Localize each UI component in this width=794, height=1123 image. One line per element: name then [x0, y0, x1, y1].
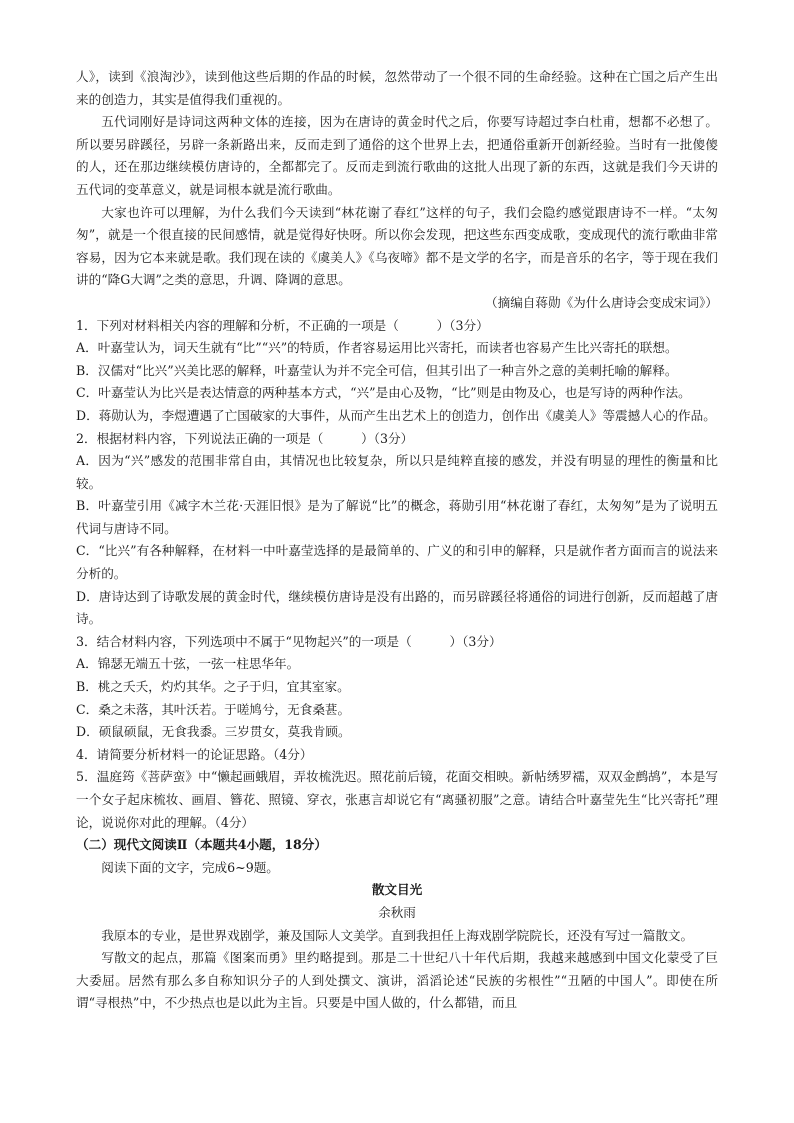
paragraph: 我原本的专业，是世界戏剧学，兼及国际人文美学。直到我担任上海戏剧学院院长，还没有写过一篇散文。 — [101, 927, 694, 943]
option-1d: D．蒋勋认为，李煜遭遇了亡国破家的大事件，从而产生出艺术上的创造力，创作出《虞美人》等震撼人心的作品。 — [76, 407, 716, 423]
paragraph: 人》，读到《浪淘沙》，读到他这些后期的作品的时候，忽然带动了一个很不同的生命经验。这种在亡国之后产生出来的创造力，其实是值得我们重视的。 — [76, 69, 718, 107]
option-2a: A．因为“兴”感发的范围非常自由，其情况也比较复杂，所以只是纯粹直接的感发，并没有明显的理性的衡量和比较。 — [76, 453, 718, 491]
option-1b: B．汉儒对“比兴”兴美比恶的解释，叶嘉莹认为并不完全可信，但其引出了一种言外之意的美刺托喻的解释。 — [76, 362, 678, 378]
option-2b: B．叶嘉莹引用《减字木兰花·天涯旧恨》是为了解说“比”的概念，蒋勋引用“林花谢了春红，太匆匆”是为了说明五代词与唐诗不同。 — [76, 498, 718, 536]
article-title: 散文目光 — [371, 882, 423, 898]
option-3d: D．硕鼠硕鼠，无食我黍。三岁贯女，莫我肯顾。 — [76, 724, 351, 740]
option-1a: A．叶嘉莹认为，词天生就有“比”“兴”的特质，作者容易运用比兴寄托，而读者也容易产生比兴寄托的联想。 — [76, 340, 678, 356]
option-3c: C．桑之未落，其叶沃若。于嗟鸠兮，无食桑葚。 — [76, 701, 351, 717]
paragraph: 五代词刚好是诗词这两种文体的连接，因为在唐诗的黄金时代之后，你要写诗超过李白杜甫，想都不必想了。所以要另辟蹊径，另辟一条新路出来，反而走到了通俗的这个世界上去，把通俗重新开创新经验。当时有一批傻傻的人，还在那边继续模仿唐诗的，全都都完了。反而走到流行歌曲的这批人出现了新的东西，这就是我们今天讲的五代词的变革意义，就是词根本就是流行歌曲。 — [76, 114, 718, 197]
option-3b: B．桃之夭夭，灼灼其华。之子于归，宜其室家。 — [76, 679, 350, 695]
question-4: 4．请简要分析材料一的论证思路。（4分） — [76, 746, 313, 762]
instruction: 阅读下面的文字，完成6~9题。 — [101, 859, 279, 875]
question-1: 1．下列对材料相关内容的理解和分析，不正确的一项是（ ）（3分） — [76, 317, 489, 333]
paragraph: 大家也许可以理解，为什么我们今天读到“林花谢了春红”这样的句子，我们会隐约感觉跟唐诗不一样。“太匆匆”，就是一个很直接的民间感情，就是觉得好快呀。所以你会发现，把这些东西变成歌，变成现代的流行歌曲非常容易，因为它本来就是歌。我们现在读的《虞美人》《乌夜啼》都不是文学的名字，而是音乐的名字，等于现在我们讲的“降G大调”之类的意思，升调、降调的意思。 — [76, 204, 718, 288]
document-page — [76, 66, 718, 1015]
question-2: 2．根据材料内容，下列说法正确的一项是（ ）（3分） — [76, 430, 414, 446]
source-citation: （摘编自蒋勋《为什么唐诗会变成宋词》） — [485, 294, 718, 310]
option-3a: A．锦瑟无端五十弦，一弦一柱思华年。 — [76, 656, 300, 672]
article-author: 余秋雨 — [378, 904, 416, 920]
question-5: 5．温庭筠《菩萨蛮》中“懒起画蛾眉，弄妆梳洗迟。照花前后镜，花面交相映。新帖绣罗襦，双双金鹧鸪”，本是写一个女子起床梳妆、画眉、簪花、照镜、穿衣，张惠言却说它有“离骚初服”之意。请结合叶嘉莹先生“比兴寄托”理论，说说你对此的理解。（4分） — [76, 769, 718, 830]
section-heading: （二）现代文阅读Ⅱ（本题共4小题，18分） — [76, 837, 327, 853]
option-2d: D．唐诗达到了诗歌发展的黄金时代，继续模仿唐诗是没有出路的，而另辟蹊径将通俗的词进行创新，反而超越了唐诗。 — [76, 588, 718, 627]
paragraph: 写散文的起点，那篇《图案而勇》里约略提到。那是二十世纪八十年代后期，我越来越感到中国文化蒙受了巨大委屈。居然有那么多自称知识分子的人到处撰文、演讲，滔滔论述“民族的劣根性”“丑陋的中国人”。即使在所谓“寻根热”中，不少热点也是以此为主旨。只要是中国人做的，什么都错，而且 — [76, 950, 718, 1011]
question-3: 3．结合材料内容，下列选项中不属于“见物起兴”的一项是（ ）（3分） — [76, 633, 502, 649]
option-2c: C．“比兴”有各种解释，在材料一中叶嘉莹选择的是最简单的、广义的和引申的解释，只是就作者方面而言的说法来分析的。 — [76, 543, 718, 582]
option-1c: C．叶嘉莹认为比兴是表达情意的两种基本方式，“兴”是由心及物，“比”则是由物及心，也是写诗的两种作法。 — [76, 385, 691, 401]
